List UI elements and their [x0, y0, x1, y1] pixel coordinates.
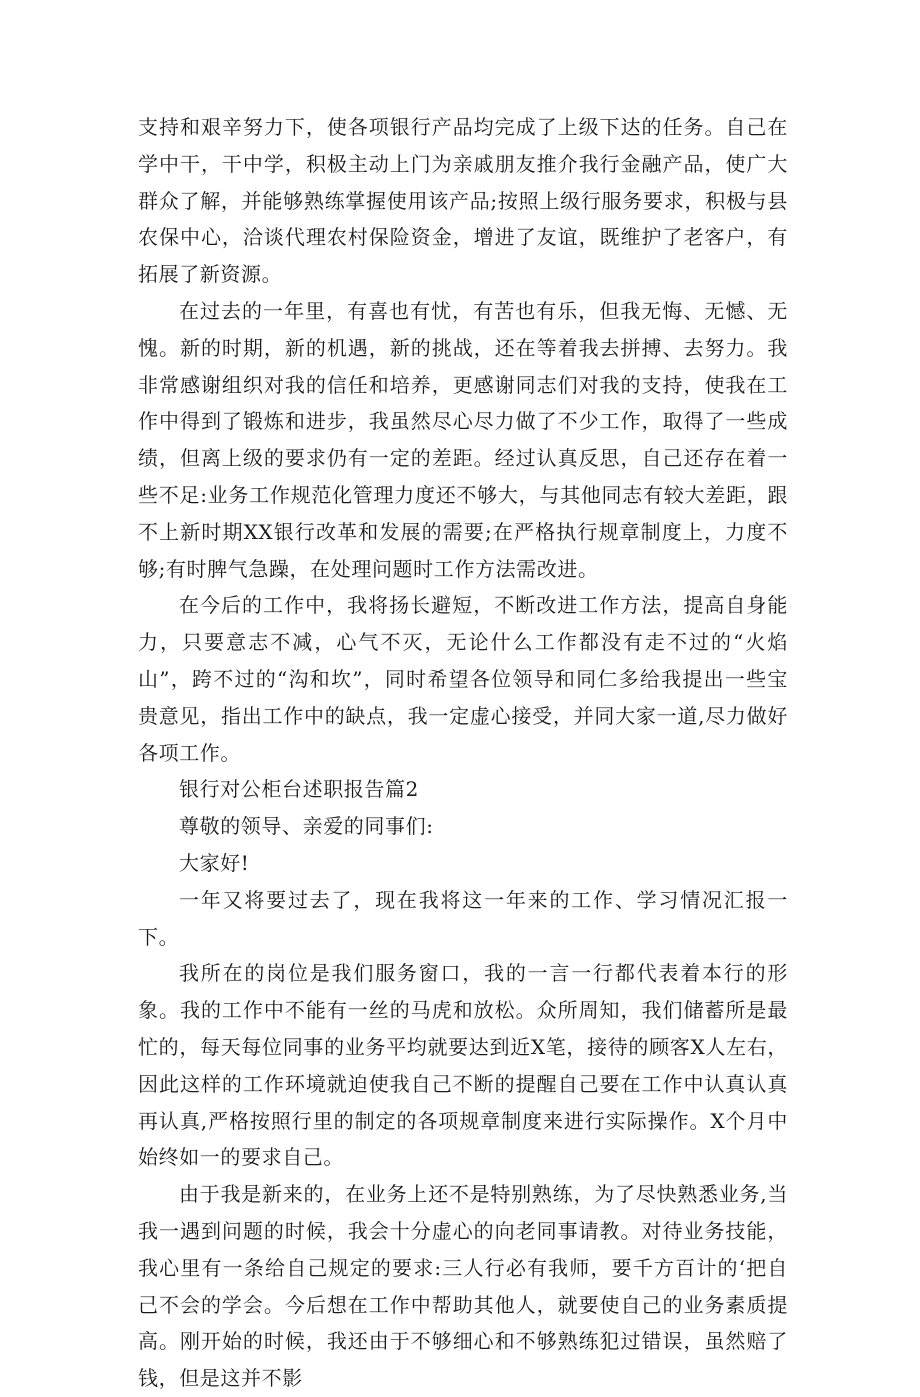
paragraph-new-staff: 由于我是新来的，在业务上还不是特别熟练，为了尽快熟悉业务,当我一遇到问题的时候，我会十分虚心的向老同事请教。对待业务技能，我心里有一条给自己规定的要求:三人行必有我师，要千方百计的‘把自己不会的学会。今后想在工作中帮助其他人，就要使自己的业务素质提高。刚开始的时候，我还由于不够细心和不够熟练犯过错误，虽然赔了钱，但是这并不影	[138, 1182, 788, 1391]
paragraph-work-window: 我所在的岗位是我们服务窗口，我的一言一行都代表着本行的形象。我的工作中不能有一丝的马虎和放松。众所周知，我们储蓄所是最忙的，每天每位同事的业务平均就要达到近X笔，接待的顾客X人左右，因此这样的工作环境就迫使我自己不断的提醒自己要在工作中认真认真再认真,严格按照行里的制定的各项规章制度来进行实际操作。X个月中始终如一的要求自己。	[138, 961, 788, 1170]
salutation: 尊敬的领导、亲爱的同事们:	[179, 814, 434, 839]
paragraph-1: 支持和艰辛努力下，使各项银行产品均完成了上级下达的任务。自己在学中干，干中学，积极主动上门为亲戚朋友推介我行金融产品，使广大群众了解，并能够熟练掌握使用该产品;按照上级行服务要求，积极与县农保中心，洽谈代理农村保险资金，增进了友谊，既维护了老客户，有拓展了新资源。	[138, 115, 788, 287]
intro-paragraph: 一年又将要过去了，现在我将这一年来的工作、学习情况汇报一下。	[138, 887, 788, 949]
greeting: 大家好!	[179, 850, 250, 875]
document-body	[138, 109, 788, 1397]
paragraph-3: 在今后的工作中，我将扬长避短，不断改进工作方法，提高自身能力，只要意志不减，心气不灭，无论什么工作都没有走不过的“火焰山”，跨不过的“沟和坎”，同时希望各位领导和同仁多给我提出一些宝贵意见，指出工作中的缺点，我一定虚心接受，并同大家一道,尽力做好各项工作。	[138, 593, 788, 765]
section-heading: 银行对公柜台述职报告篇2	[179, 777, 419, 802]
paragraph-2: 在过去的一年里，有喜也有忧，有苦也有乐，但我无悔、无憾、无愧。新的时期，新的机遇，新的挑战，还在等着我去拼搏、去努力。我非常感谢组织对我的信任和培养，更感谢同志们对我的支持，使我在工作中得到了锻炼和进步，我虽然尽心尽力做了不少工作，取得了一些成绩，但离上级的要求仍有一定的差距。经过认真反思，自己还存在着一些不足:业务工作规范化管理力度还不够大，与其他同志有较大差距，跟不上新时期XX银行改革和发展的需要;在严格执行规章制度上，力度不够;有时脾气急躁，在处理问题时工作方法需改进。	[138, 298, 788, 581]
